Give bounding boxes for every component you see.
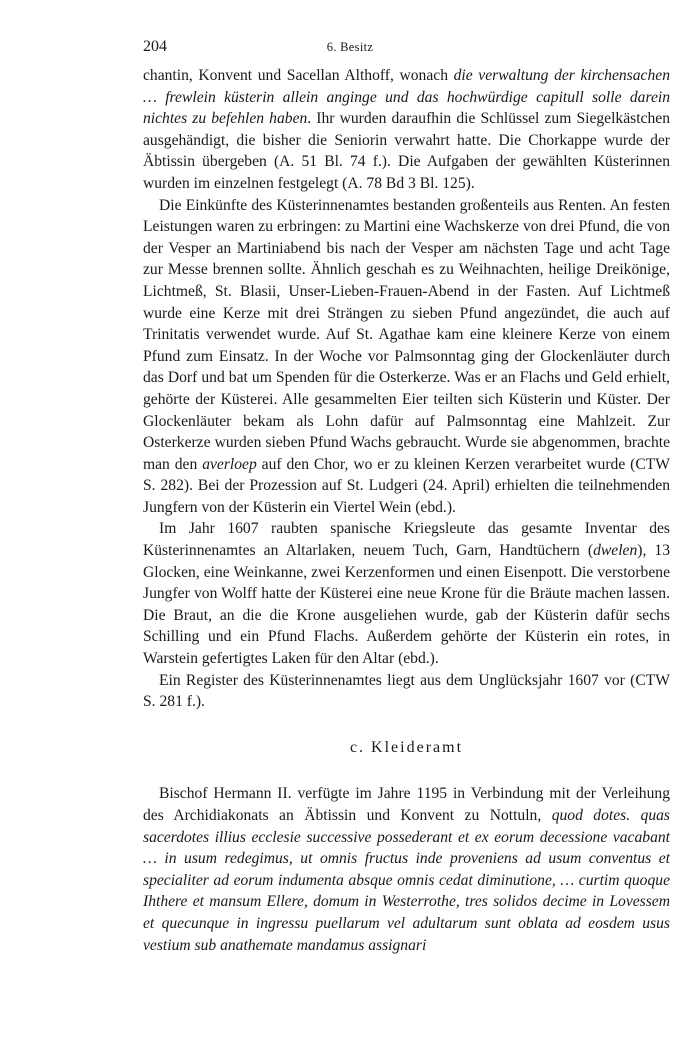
- italic-quote: die verwaltung der kirchensachen … frewlein küsterin allein anginge und das hochwürdige capitull solle darein nichtes zu befehlen haben: [143, 67, 670, 128]
- paragraph: [143, 518, 670, 669]
- body-text: [143, 65, 670, 956]
- italic-quote: averloep: [202, 455, 257, 473]
- paragraph: [143, 670, 670, 713]
- page-number: 204: [143, 38, 167, 55]
- italic-quote: quod dotes. quas sacerdotes illius ecclesie successive possederant et ex eorum decessione vacabant … in usum redegimus, ut omnis fructus inde proveniens ad usum conventus et specialiter ad eorum indumenta absque omnis cedat diminutione, … curtim quoque Ihthere et mansum Ellere, domum in Westerrothe, tres solidos decime in Lovessem et quecunque in ingressu puellarum vel adultarum sunt oblata ad eosdem usus vestium sub anathemate mandamus assignari: [143, 807, 671, 954]
- paragraph: [143, 783, 670, 956]
- paragraph-group: [143, 783, 670, 956]
- paragraph: [143, 65, 670, 195]
- text-run: Im Jahr 1607 raubten spanische Kriegsleute das gesamte Inventar des Küsterinnenamtes an Altarlaken, neuem Tuch, Garn, Handtüchern (: [143, 520, 670, 560]
- text-run: chantin, Konvent und Sacellan Althoff, wonach: [143, 67, 454, 84]
- paragraph-group: [143, 65, 670, 713]
- paragraph: [143, 195, 670, 519]
- text-run: . Ihr wurden daraufhin die Schlüssel zum Siegelkästchen ausgehändigt, die bisher die Seniorin verwahrt hatte. Die Chorkappe wurde der Äbtissin übergeben (A. 51 Bl. 74 f.). Die Aufgaben der gewählten Küsterinnen wurden im einzelnen festgelegt (A. 78 Bd 3 Bl. 125).: [143, 110, 670, 192]
- section-heading: c. Kleideramt: [349, 738, 464, 756]
- text-run: Die Einkünfte des Küsterinnenamtes bestanden großenteils aus Renten. An festen Leistungen waren zu erbringen: zu Martini eine Wachskerze von drei Pfund, die von der Vesper an Martiniabend bis nach der Vesper am nächsten Tage und acht Tage zur Messe brennen sollte. Ähnlich geschah es zu Weihnachten, heilige Dreikönige, Lichtmeß, St. Blasii, Unser-Lieben-Frauen-Abend in der Fasten. Auf Lichtmeß wurde eine Kerze mit drei Strängen zu sieben Pfund angezündet, die auch auf Trinitatis verwendet wurde. Auf St. Agathae kam eine kleinere Kerze von einem Pfund zum Einsatz. In der Woche vor Palmsonntag ging der Glockenläuter durch das Dorf und bat um Spenden für die Osterkerze. Was er an Flachs und Geld erhielt, gehörte der Küsterei. Alle gesammelten Eier teilten sich Küsterin und Küster. Der Glockenläuter bekam als Lohn dafür auf Palmsonntag eine Mahlzeit. Zur Osterkerze wurden sieben Pfund Wachs gebraucht. Wurde sie abgenommen, brachte man den: [143, 196, 670, 473]
- text-run: auf den Chor, wo er zu kleinen Kerzen verarbeitet wurde (CTW S. 282). Bei der Prozession auf St. Ludgeri (24. April) erhielten die teilnehmenden Jungfern von der Küsterin ein Viertel Wein (ebd.).: [143, 455, 670, 516]
- text-run: Bischof Hermann II. verfügte im Jahre 1195 in Verbindung mit der Verleihung des Archidiakonats an Äbtissin und Konvent zu Nottuln,: [143, 785, 670, 824]
- running-head: 6. Besitz: [326, 40, 374, 54]
- text-run: ), 13 Glocken, eine Weinkanne, zwei Kerzenformen und einen Eisenpott. Die verstorbene Jungfer von Wolff hatte der Küsterei eine neue Krone für die Bräute machen lassen. Die Braut, an die die Krone ausgeliehen wurde, gab der Küsterin dafür sechs Schilling und ein Pfund Flachs. Außerdem gehörte der Küsterin ein rotes, in Warstein gefertigtes Laken für den Altar (ebd.).: [143, 542, 670, 668]
- italic-quote: dwelen: [593, 542, 638, 560]
- text-run: Ein Register des Küsterinnenamtes liegt aus dem Unglücksjahr 1607 vor (CTW S. 281 f.).: [143, 671, 670, 711]
